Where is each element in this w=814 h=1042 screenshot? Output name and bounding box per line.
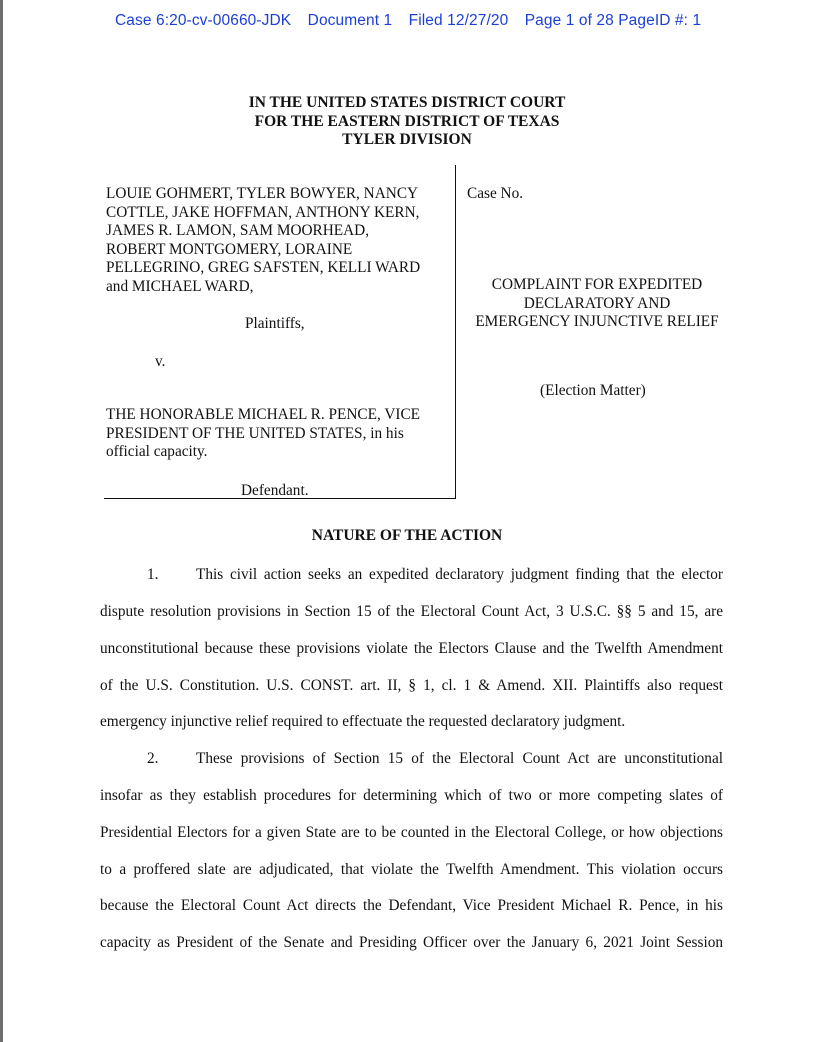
page-edge	[0, 0, 3, 1042]
defendant-label: Defendant.	[241, 482, 309, 499]
complaint-title-line: COMPLAINT FOR EXPEDITED	[491, 276, 703, 293]
plaintiffs-line: JAMES R. LAMON, SAM MOORHEAD,	[106, 222, 370, 239]
paragraph-line: emergency injunctive relief required to effectuate the requested declaratory judgment.	[100, 713, 626, 730]
ecf-header-stamp	[115, 12, 713, 30]
plaintiffs-line: ROBERT MONTGOMERY, LORAINE	[106, 240, 353, 258]
paragraph-line: to a proffered slate are adjudicated, that violate the Twelfth Amendment. This violation occurs	[100, 861, 723, 878]
defendant-line: THE HONORABLE MICHAEL R. PENCE, VICE	[106, 406, 421, 423]
election-matter-label: (Election Matter)	[540, 382, 646, 399]
plaintiffs-line: and MICHAEL WARD,	[106, 277, 254, 295]
court-division: TYLER DIVISION	[342, 131, 472, 148]
plaintiffs-line: LOUIE GOHMERT, TYLER BOWYER, NANCY	[106, 185, 419, 202]
court-district: FOR THE EASTERN DISTRICT OF TEXAS	[254, 113, 560, 130]
paragraph-line: dispute resolution provisions in Section 15 of the Electoral Count Act, 3 U.S.C. §§ 5 and 15, are	[100, 603, 723, 620]
defendant-line: PRESIDENT OF THE UNITED STATES, in his	[106, 424, 404, 442]
page-info: Page 1 of 28 PageID #: 1	[524, 12, 702, 29]
complaint-title	[462, 276, 732, 332]
paragraph-line: capacity as President of the Senate and Presiding Officer over the January 6, 2021 Joint Session	[100, 934, 723, 951]
plaintiffs-line: PELLEGRINO, GREG SAFSTEN, KELLI WARD	[106, 259, 421, 276]
plaintiffs-line: COTTLE, JAKE HOFFMAN, ANTHONY KERN,	[106, 203, 420, 221]
defendant-line: official capacity.	[106, 443, 208, 460]
complaint-title-line: EMERGENCY INJUNCTIVE RELIEF	[475, 313, 719, 330]
versus-label: v.	[155, 353, 166, 370]
paragraph-number: 2.	[147, 750, 159, 767]
defendant-name	[106, 406, 448, 462]
paragraph-line: because the Electoral Count Act directs the Defendant, Vice President Michael R. Pence, in his	[100, 897, 723, 914]
case-number: Case 6:20-cv-00660-JDK	[115, 12, 292, 29]
paragraph-number: 1.	[147, 566, 159, 583]
court-name: IN THE UNITED STATES DISTRICT COURT	[248, 94, 566, 111]
paragraph-line: This civil action seeks an expedited declaratory judgment finding that the elector	[196, 566, 723, 583]
paragraph-line: of the U.S. Constitution. U.S. CONST. art. II, § 1, cl. 1 & Amend. XII. Plaintiffs also request	[100, 677, 723, 694]
paragraph-line: unconstitutional because these provisions violate the Electors Clause and the Twelfth Amendment	[100, 640, 723, 657]
plaintiffs-names	[106, 185, 446, 296]
paragraph-line: insofar as they establish procedures for determining which of two or more competing slates of	[100, 787, 723, 804]
caption-divider-vertical	[455, 165, 456, 499]
section-title: NATURE OF THE ACTION	[311, 527, 503, 544]
paragraph-line: Presidential Electors for a given State are to be counted in the Electoral College, or how objections	[100, 824, 723, 841]
document-number: Document 1	[307, 12, 393, 29]
case-no-label: Case No.	[467, 185, 524, 202]
filed-date: Filed 12/27/20	[408, 12, 509, 29]
complaint-title-line: DECLARATORY AND	[523, 294, 671, 312]
paragraph-line: These provisions of Section 15 of the Electoral Count Act are unconstitutional	[196, 750, 723, 767]
plaintiffs-label: Plaintiffs,	[245, 315, 305, 332]
